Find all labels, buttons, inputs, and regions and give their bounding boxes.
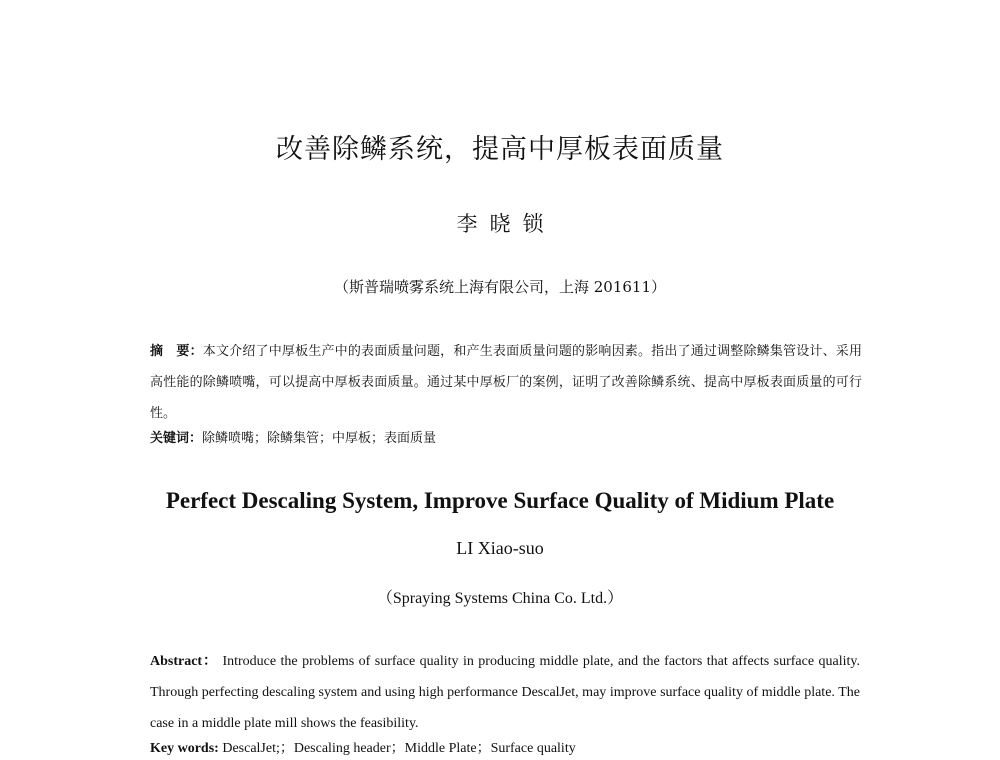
english-affiliation: （Spraying Systems China Co. Ltd.） [376,590,624,607]
chinese-abstract-label: 摘 要： [150,344,203,359]
chinese-author [0,208,1000,238]
chinese-title: 改善除鳞系统，提高中厚板表面质量 [276,134,724,165]
chinese-abstract [150,336,862,429]
chinese-affiliation: （斯普瑞喷雾系统上海有限公司，上海 201611） [333,278,667,296]
english-abstract [150,646,860,739]
english-keywords-label: Key words: [150,741,219,756]
english-abstract-label: Abstract： [150,654,218,669]
chinese-author-char: 晓 [489,212,511,236]
english-keywords-text: DescalJet;；Descaling header；Middle Plate；Surface quality [218,741,576,756]
english-title: Perfect Descaling System, Improve Surface Quality of Midium Plate [165,488,835,513]
english-abstract-text: Introduce the problems of surface quality in producing middle plate, and the factors that affects surface quality. Through perfecting descaling system and using high performance DescalJet, may improve surface quality of middle plate. The case in a middle plate mill shows the feasibility. [150,654,860,731]
chinese-keywords-text: 除鳞喷嘴；除鳞集管；中厚板；表面质量 [202,431,437,446]
english-keywords [150,738,860,760]
chinese-keywords-label: 关键词： [150,431,203,446]
chinese-author-char: 锁 [522,212,544,236]
chinese-abstract-text: 本文介绍了中厚板生产中的表面质量问题，和产生表面质量问题的影响因素。指出了通过调整除鳞集管设计、采用高性能的除鳞喷嘴，可以提高中厚板表面质量。通过某中厚板厂的案例，证明了改善除鳞系统、提高中厚板表面质量的可行性。 [150,344,862,421]
chinese-keywords [150,428,862,450]
chinese-author-char: 李 [456,212,478,236]
english-author: LI Xiao-suo [456,538,544,558]
